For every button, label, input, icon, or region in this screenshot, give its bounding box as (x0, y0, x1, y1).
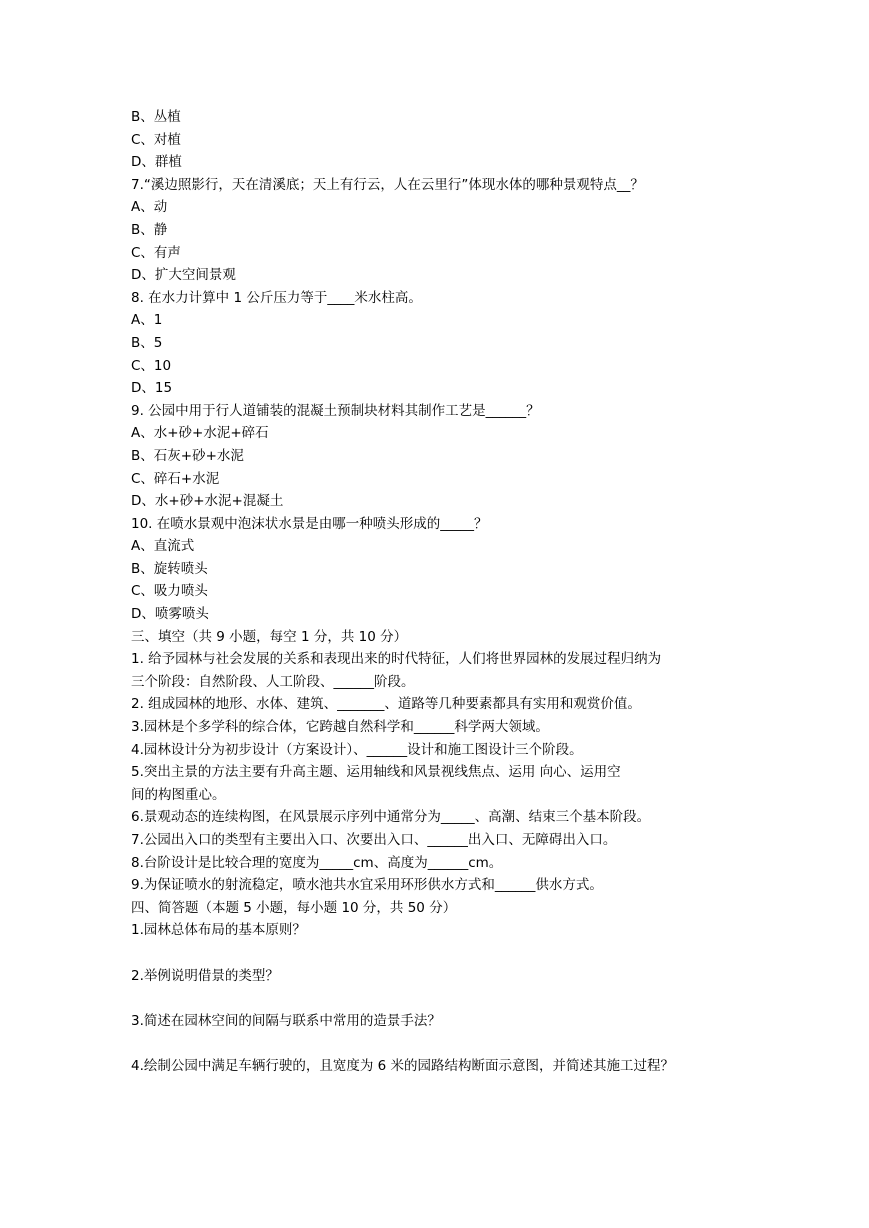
fill-question-7: 7.公园出入口的类型有主要出入口、次要出入口、______出入口、无障碍出入口。 (131, 832, 617, 848)
q10-option-b: B、旋转喷头 (131, 560, 208, 577)
q9-option-b: B、石灰+砂+水泥 (131, 447, 244, 464)
question-7: 7.“溪边照影行，天在清溪底；天上有行云，人在云里行”体现水体的哪种景观特点__？ (131, 176, 644, 193)
question-8: 8. 在水力计算中 1 公斤压力等于____米水柱高。 (131, 289, 422, 306)
q7-option-c: C、有声 (131, 244, 181, 261)
fill-question-4: 4.园林设计分为初步设计（方案设计）、______设计和施工图设计三个阶段。 (131, 741, 583, 758)
blank-line (131, 942, 751, 965)
document-page (131, 106, 751, 1078)
q8-option-d: D、15 (131, 380, 173, 397)
q8-option-c: C、10 (131, 357, 172, 374)
fill-question-1-line-1: 1. 给予园林与社会发展的关系和表现出来的时代特征，人们将世界园林的发展过程归纳为 (131, 651, 662, 668)
question-10: 10. 在喷水景观中泡沫状水景是由哪一种喷头形成的_____？ (131, 515, 488, 532)
fill-question-9: 9.为保证喷水的射流稳定，喷水池共水宜采用环形供水方式和______供水方式。 (131, 877, 603, 894)
fill-question-2: 2. 组成园林的地形、水体、建筑、_______、道路等几种要素都具有实用和观赏价值。 (131, 696, 641, 713)
q9-option-c: C、碎石+水泥 (131, 470, 220, 487)
q10-option-c: C、吸力喷头 (131, 583, 208, 600)
short-answer-3: 3.简述在园林空间的间隔与联系中常用的造景手法？ (131, 1012, 441, 1029)
short-answer-1: 1.园林总体布局的基本原则？ (131, 922, 306, 939)
section-3-heading: 三、填空（共 9 小题，每空 1 分，共 10 分） (131, 628, 408, 645)
question-9: 9. 公园中用于行人道铺装的混凝土预制块材料其制作工艺是______？ (131, 402, 540, 419)
fill-question-6: 6.景观动态的连续构图，在风景展示序列中通常分为_____、高潮、结束三个基本阶段。 (131, 809, 651, 826)
fill-question-8: 8.台阶设计是比较合理的宽度为_____cm、高度为______cm。 (131, 854, 503, 871)
short-answer-4: 4.绘制公园中满足车辆行驶的，且宽度为 6 米的园路结构断面示意图，并简述其施工过程？ (131, 1057, 675, 1074)
q9-option-d: D、水+砂+水泥+混凝土 (131, 493, 284, 510)
q8-option-b: B、5 (131, 334, 163, 351)
q7-option-a: A、动 (131, 199, 168, 216)
option-c-paired-planting: C、对植 (131, 131, 181, 148)
fill-question-3: 3.园林是个多学科的综合体，它跨越自然科学和______科学两大领域。 (131, 719, 549, 736)
q8-option-a: A、1 (131, 312, 163, 329)
q7-option-d: D、扩大空间景观 (131, 267, 236, 284)
q7-option-b: B、静 (131, 221, 168, 238)
short-answer-2: 2.举例说明借景的类型？ (131, 967, 279, 984)
blank-line (131, 987, 751, 1010)
section-4-heading: 四、简答题（本题 5 小题，每小题 10 分，共 50 分） (131, 899, 457, 916)
fill-question-1-line-2: 三个阶段：自然阶段、人工阶段、______阶段。 (131, 673, 415, 690)
fill-question-5-line-2: 间的构图重心。 (131, 786, 226, 803)
option-d-group-planting: D、群植 (131, 154, 182, 171)
q10-option-a: A、直流式 (131, 538, 195, 555)
q9-option-a: A、水+砂+水泥+碎石 (131, 425, 269, 442)
blank-line (131, 1032, 751, 1055)
fill-question-5-line-1: 5.突出主景的方法主要有升高主题、运用轴线和风景视线焦点、运用 向心、运用空 (131, 764, 621, 781)
option-b-clump-planting: B、丛植 (131, 109, 181, 125)
q10-option-d: D、喷雾喷头 (131, 606, 209, 623)
